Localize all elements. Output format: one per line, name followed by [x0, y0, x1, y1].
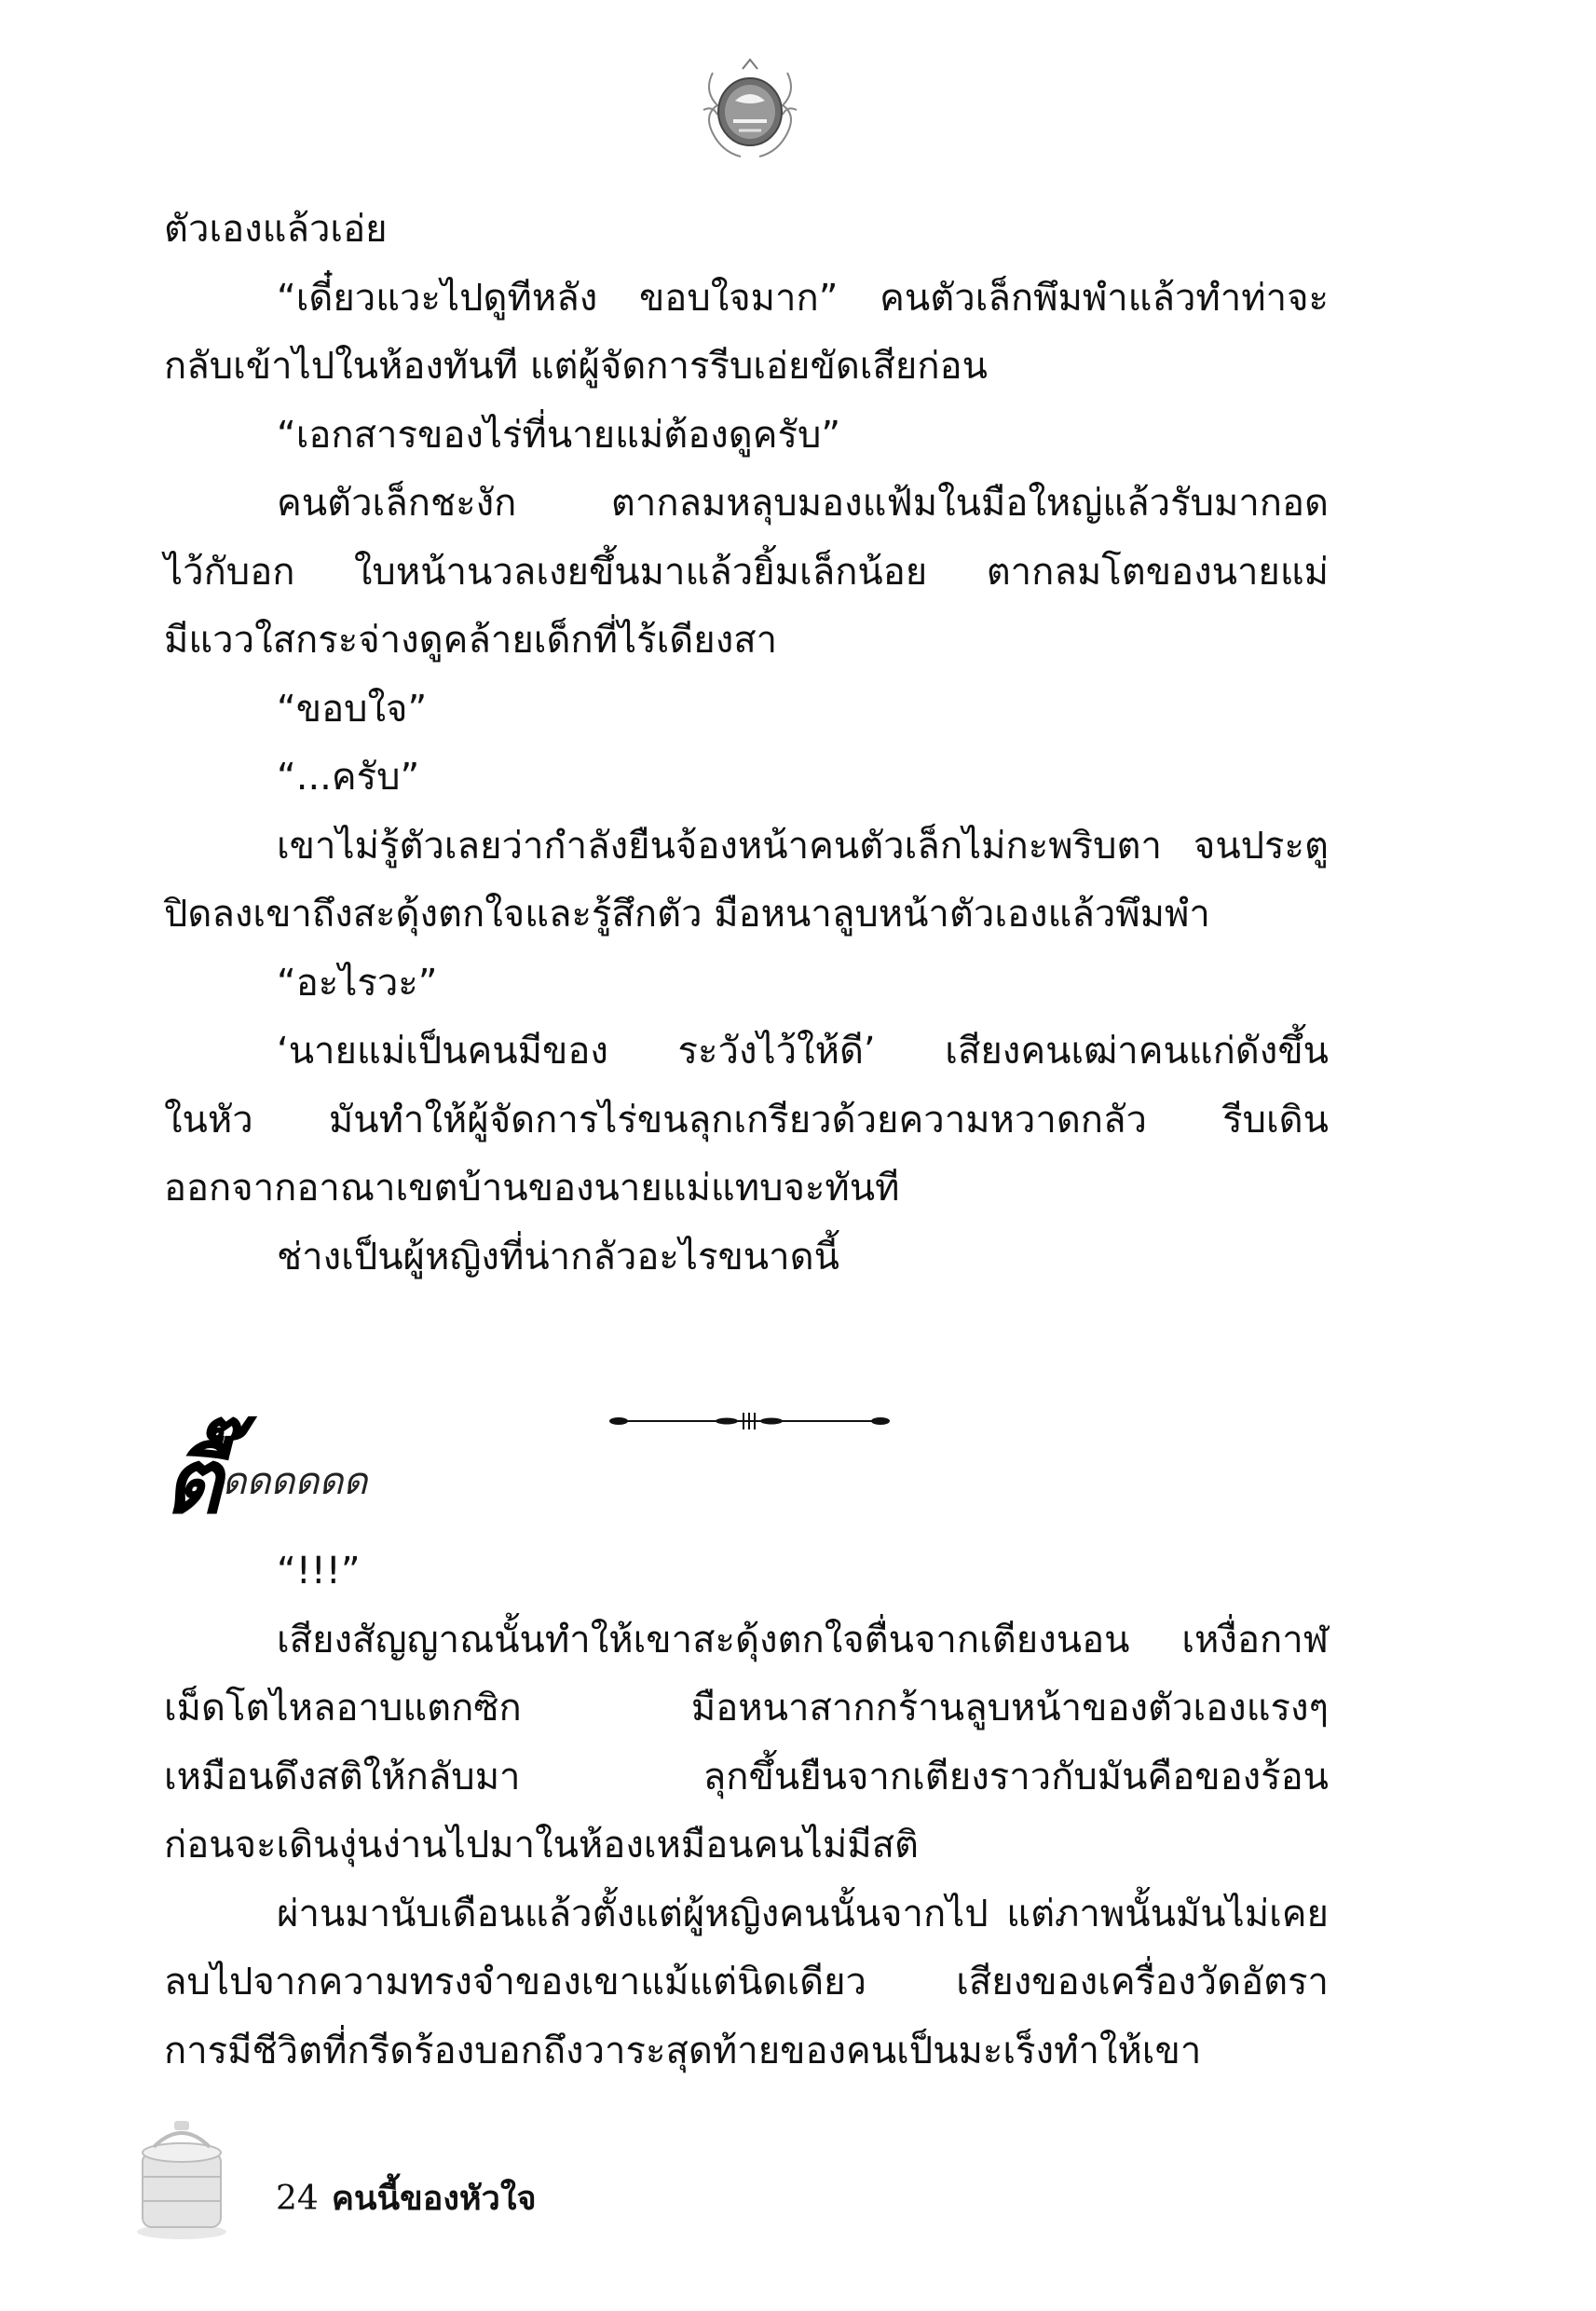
paragraph: เสียงสัญญาณนั้นทำให้เขาสะดุ้งตกใจตื่นจากเตียงนอน เหงื่อกาฬ	[277, 1618, 1329, 1661]
paragraph: คนตัวเล็กชะงัก ตากลมหลุบมองแฟ้มในมือใหญ่แล้วรับมากอด	[277, 482, 1329, 525]
page-number: 24	[276, 2180, 319, 2218]
paragraph-line: ปิดลงเขาถึงสะดุ้งตกใจและรู้สึกตัว มือหนาลูบหน้าตัวเองแล้วพึมพำ	[164, 893, 1210, 936]
paragraph: ผ่านมานับเดือนแล้วตั้งแต่ผู้หญิงคนนั้นจากไป แต่ภาพนั้นมันไม่เคย	[277, 1892, 1329, 1935]
paragraph-line: ออกจากอาณาเขตบ้านของนายแม่แทบจะทันที	[164, 1167, 900, 1210]
paragraph-line: กลับเข้าไปในห้องทันที แต่ผู้จัดการรีบเอ่ยขัดเสียก่อน	[164, 345, 988, 388]
main-text-bottom	[164, 1538, 1329, 2085]
section-opening	[164, 1430, 367, 1533]
paragraph-line: มีแววใสกระจ่างดูคล้ายเด็กที่ไร้เดียงสา	[164, 619, 778, 662]
paragraph: “...ครับ”	[277, 756, 420, 799]
page-footer	[276, 2171, 537, 2224]
paragraph-line: ก่อนจะเดินงุ่นง่านไปมาในห้องเหมือนคนไม่มีสติ	[164, 1824, 919, 1867]
paragraph: “ขอบใจ”	[277, 687, 428, 731]
paragraph-line: เหมือนดึงสติให้กลับมา ลุกขึ้นยืนจากเตียงราวกับมันคือของร้อน	[164, 1755, 1329, 1798]
paragraph-line: การมีชีวิตที่กรีดร้องบอกถึงวาระสุดท้ายของคนเป็นมะเร็งทำให้เขา	[164, 2029, 1202, 2072]
paragraph: ช่างเป็นผู้หญิงที่น่ากลัวอะไรขนาดนี้	[277, 1235, 839, 1279]
main-text-top	[164, 196, 1329, 1292]
paragraph: “เอกสารของไร่ที่นายแม่ต้องดูครับ”	[277, 413, 841, 457]
paragraph: “อะไรวะ”	[277, 961, 438, 1005]
drop-cap: ตื๊	[164, 1429, 223, 1534]
drop-cap-tail: ดดดดดด	[222, 1460, 368, 1503]
paragraph-line: ลบไปจากความทรงจำของเขาแม้แต่นิดเดียว เสียงของเครื่องวัดอัตรา	[164, 1961, 1329, 2003]
food-container-icon	[116, 2115, 247, 2246]
paragraph: “!!!”	[277, 1550, 361, 1593]
publisher-emblem-icon	[694, 54, 806, 175]
paragraph: ‘นายแม่เป็นคนมีของ ระวังไว้ให้ดี’ เสียงคนเฒ่าคนแก่ดังขึ้น	[277, 1030, 1329, 1073]
paragraph-line: ไว้กับอก ใบหน้านวลเงยขึ้นมาแล้วยิ้มเล็กน้อย ตากลมโตของนายแม่	[164, 550, 1329, 594]
book-title: คนนี้ของหัวใจ	[331, 2180, 537, 2218]
section-divider-ornament	[607, 1407, 892, 1435]
paragraph-line: เม็ดโตไหลอาบแตกซิก มือหนาสากกร้านลูบหน้าของตัวเองแรงๆ	[164, 1687, 1329, 1730]
paragraph: เขาไม่รู้ตัวเลยว่ากำลังยืนจ้องหน้าคนตัวเล็กไม่กะพริบตา จนประตู	[277, 824, 1329, 868]
paragraph: “เดี๋ยวแวะไปดูทีหลัง ขอบใจมาก” คนตัวเล็กพึมพำแล้วทำท่าจะ	[277, 276, 1329, 320]
paragraph-continuation: ตัวเองแล้วเอ่ย	[164, 208, 388, 251]
paragraph-line: ในหัว มันทำให้ผู้จัดการไร่ขนลุกเกรียวด้วยความหวาดกลัว รีบเดิน	[164, 1098, 1329, 1142]
